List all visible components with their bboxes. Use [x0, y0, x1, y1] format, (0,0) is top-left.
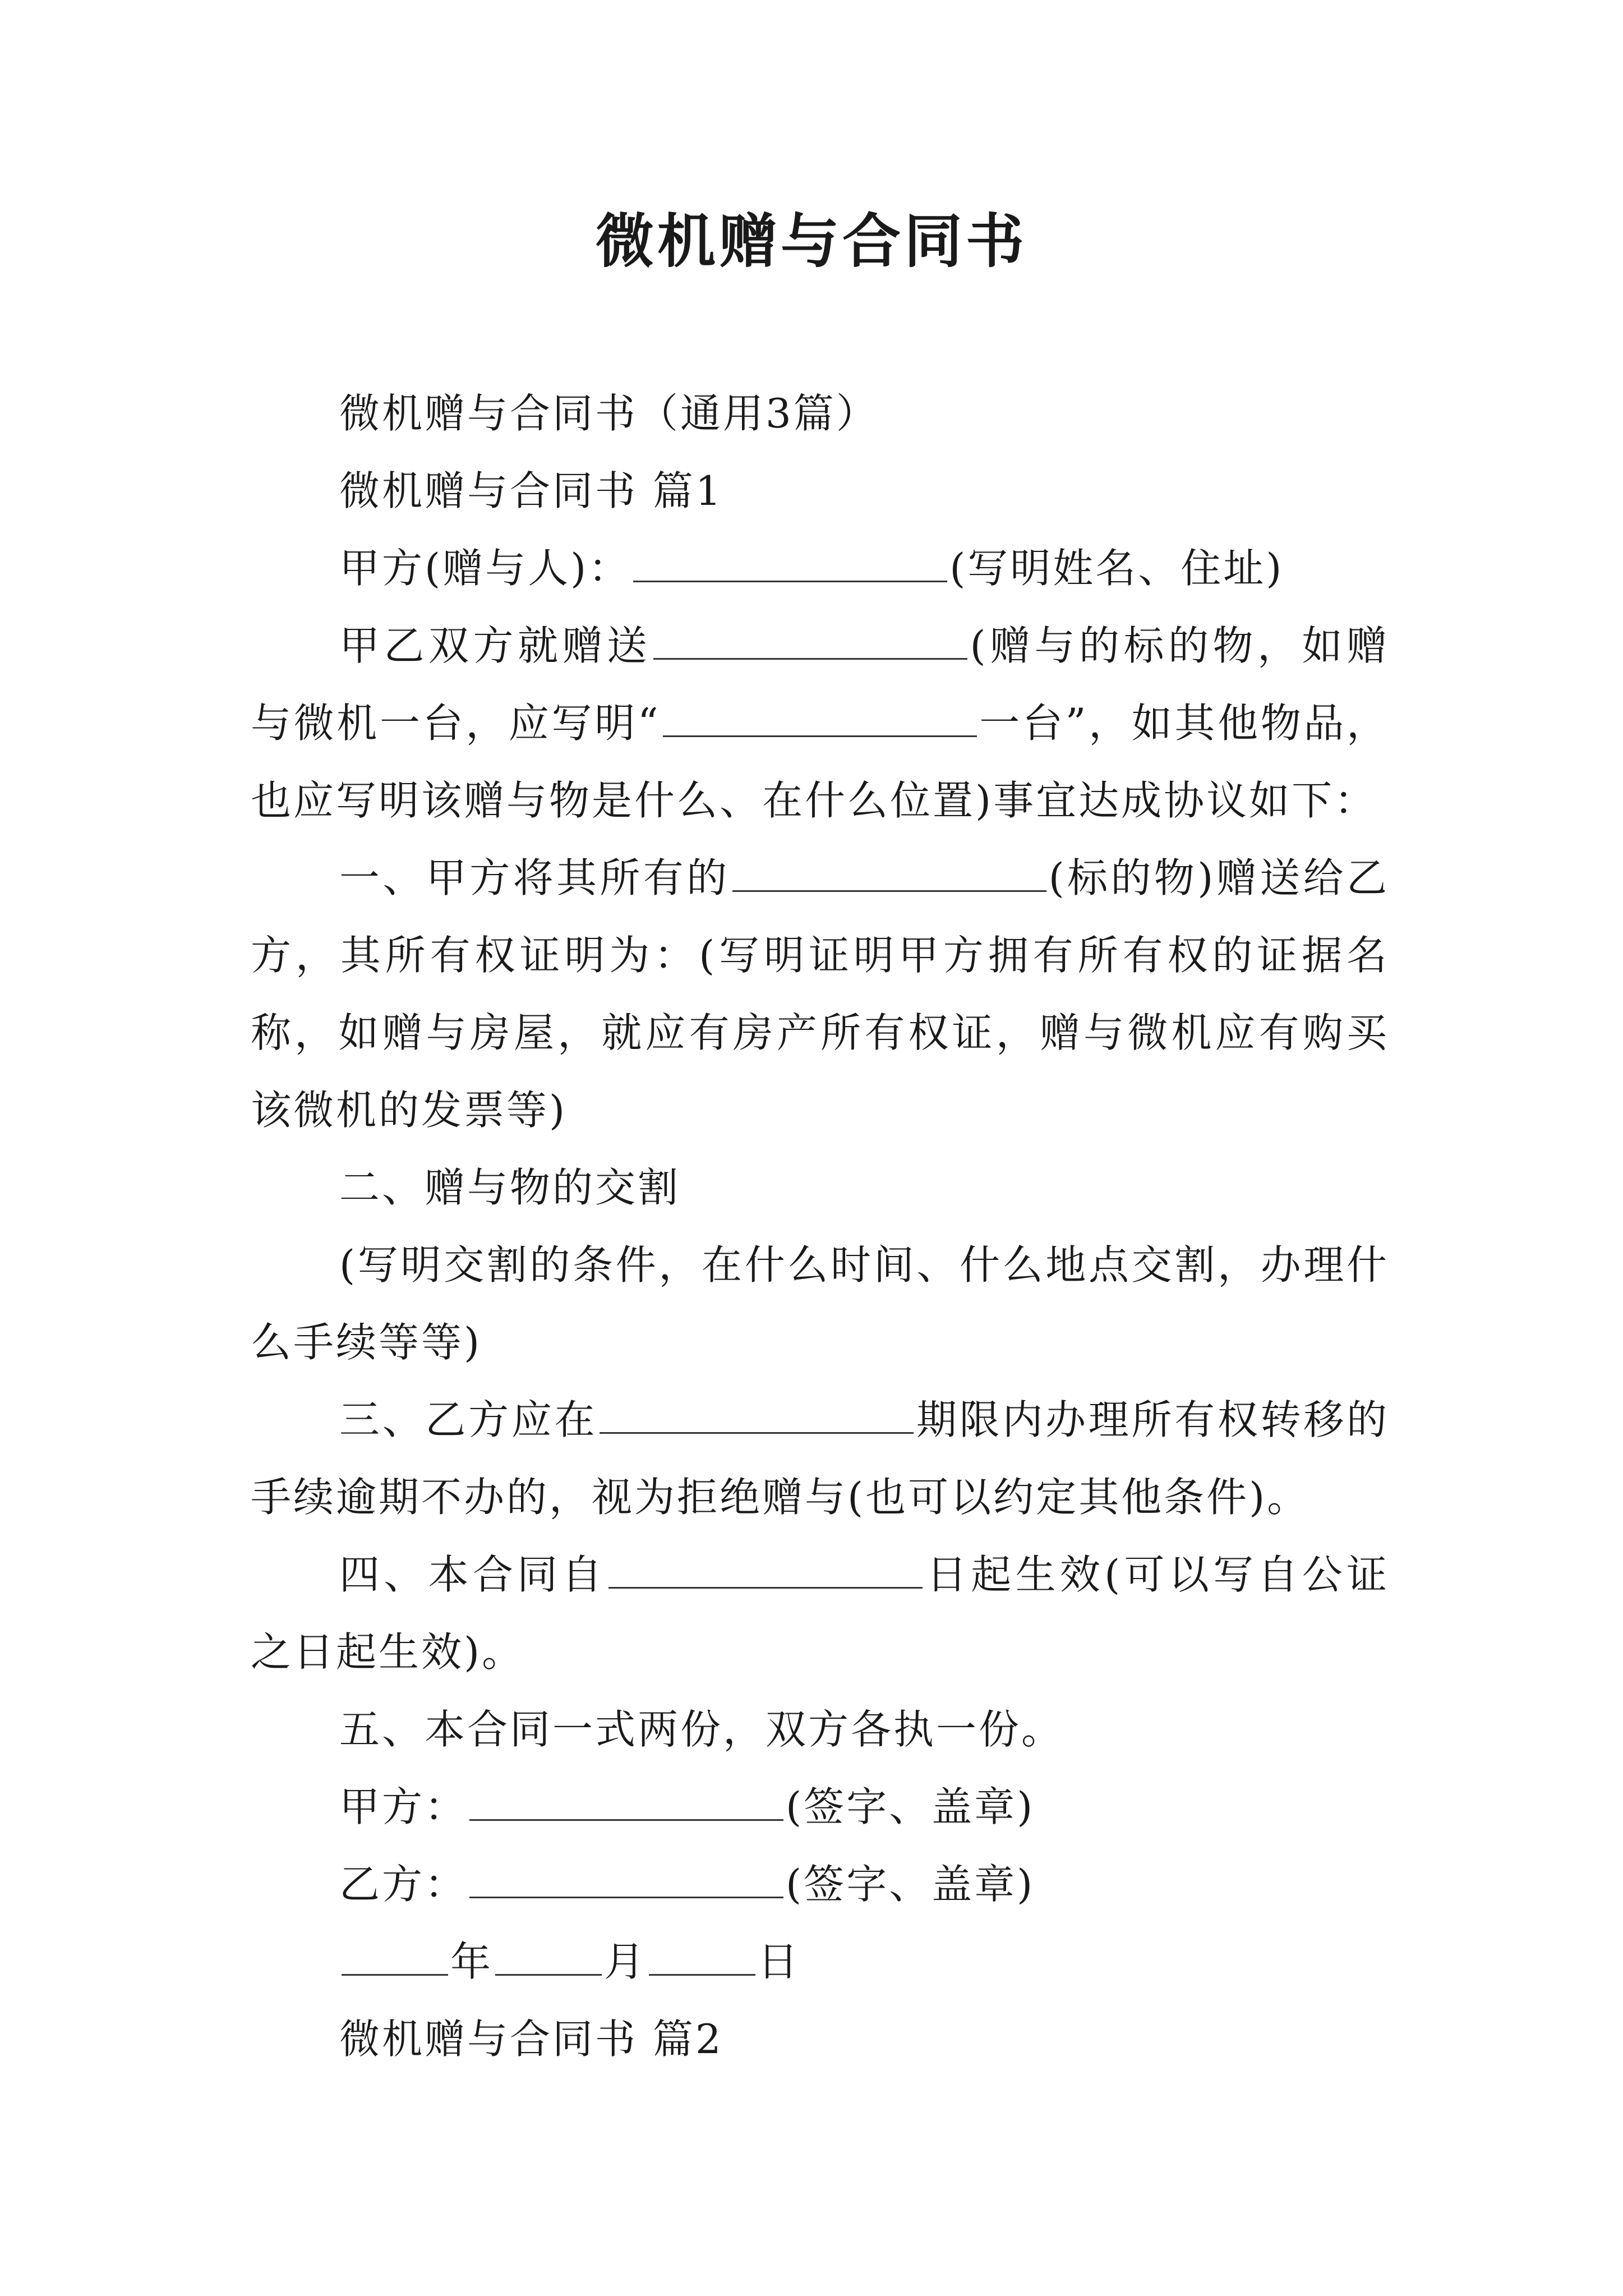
document-title: 微机赠与合同书: [595, 206, 1027, 275]
blank-line: [495, 1929, 602, 1976]
signature-b-note: (签字、盖章): [786, 1861, 1035, 1908]
paragraph-section-1-heading: [251, 452, 1389, 530]
paragraph-subtitle: [251, 375, 1389, 452]
section-2-heading-text: 微机赠与合同书 篇2: [339, 2016, 723, 2063]
blank-line: [732, 845, 1046, 892]
paragraph-clause-5: [251, 1691, 1389, 1768]
clause-2-text: 二、赠与物的交割: [339, 1164, 681, 1211]
paragraph-section-2-heading: [251, 2000, 1389, 2078]
clause-3-tail: 期限内办理所有权转移的手续逾期不办的，视为拒绝赠与(也可以约定其他条件)。: [251, 1396, 1389, 1521]
date-year-label: 年: [450, 1938, 494, 1985]
clause-1-text: 一、甲方将其所有的: [339, 854, 730, 901]
clause-4-text: 四、本合同自: [339, 1551, 606, 1598]
blank-line: [649, 1929, 755, 1976]
paragraph-signature-a: [251, 1768, 1389, 1846]
document-body: [251, 375, 1389, 2078]
date-day-label: 日: [758, 1938, 801, 1985]
clause-5-text: 五、本合同一式两份，双方各执一份。: [339, 1706, 1064, 1753]
paragraph-clause-3: [251, 1381, 1389, 1536]
agreement-intro-text: 甲乙双方就赠送: [339, 622, 652, 669]
paragraph-clause-1: [251, 839, 1389, 1149]
paragraph-party-a: [251, 530, 1389, 607]
clause-1-tail: (标的物)赠送给乙方，其所有权证明为：(写明证明甲方拥有所有权的证据名称，如赠与房屋，就应有房产所有权证，赠与微机应有购买该微机的发票等): [251, 854, 1389, 1134]
blank-line: [600, 1387, 914, 1434]
paragraph-clause-2: [251, 1149, 1389, 1226]
clause-4-tail: 日起生效(可以写自公证之日起生效)。: [251, 1551, 1389, 1676]
blank-line: [469, 1852, 783, 1898]
signature-a-note: (签字、盖章): [786, 1783, 1035, 1830]
paragraph-clause-2-note: [251, 1226, 1389, 1381]
blank-line: [653, 613, 967, 660]
blank-line: [342, 1929, 448, 1976]
blank-line: [608, 1542, 923, 1589]
paragraph-signature-b: [251, 1846, 1389, 1923]
paragraph-date: [251, 1923, 1389, 2000]
signature-a-label: 甲方：: [339, 1783, 468, 1830]
date-month-label: 月: [604, 1938, 647, 1985]
blank-line: [663, 691, 977, 737]
agreement-intro-tail: 一台”，如其他物品，也应写明该赠与物是什么、在什么位置)事宜达成协议如下：: [251, 700, 1389, 824]
paragraph-clause-4: [251, 1536, 1389, 1691]
subtitle-text: 微机赠与合同书（通用3篇）: [339, 390, 879, 437]
signature-b-label: 乙方：: [339, 1861, 468, 1908]
section-1-heading-text: 微机赠与合同书 篇1: [339, 467, 723, 514]
blank-line: [633, 536, 947, 582]
party-a-note: (写明姓名、住址): [949, 545, 1284, 592]
agreement-intro-note: (赠与的标的物，如赠与微机一台，应写明“: [251, 622, 1389, 747]
party-a-label: 甲方(赠与人)：: [339, 545, 631, 592]
paragraph-agreement-intro: [251, 607, 1389, 839]
clause-2-note-text: (写明交割的条件，在什么时间、什么地点交割，办理什么手续等等): [251, 1241, 1389, 1366]
blank-line: [469, 1774, 783, 1821]
clause-3-text: 三、乙方应在: [339, 1396, 598, 1443]
